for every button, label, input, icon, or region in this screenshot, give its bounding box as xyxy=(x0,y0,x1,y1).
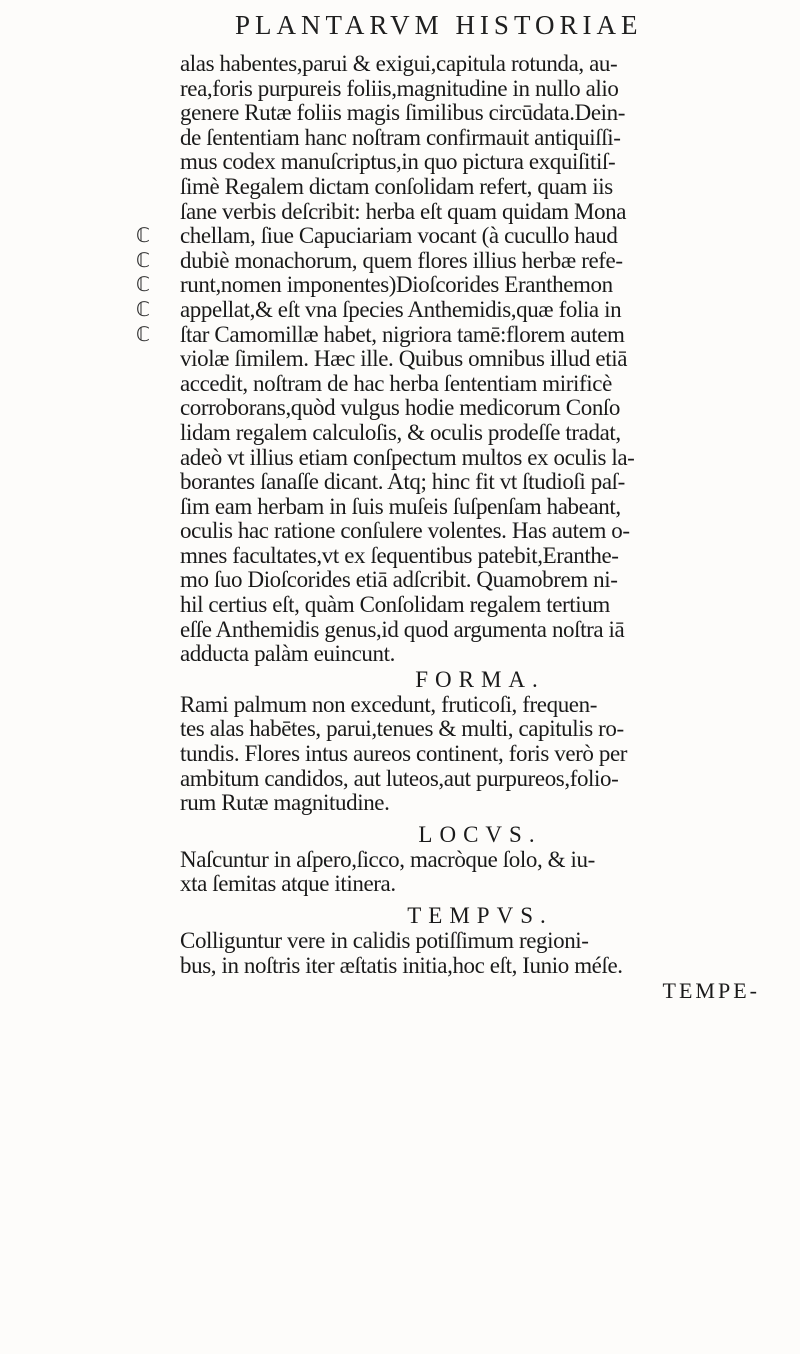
line-text: ſtar Camomillæ habet, nigriora tamē:florem autem xyxy=(180,321,625,347)
text-line xyxy=(180,396,780,421)
line-text: oculis hac ratione conſulere volentes. Has autem o- xyxy=(180,518,630,544)
line-text: de ſententiam hanc noſtram confirmauit antiquiſſi- xyxy=(180,124,621,150)
line-text: alas habentes,parui & exigui,capitula rotunda, au- xyxy=(180,51,618,76)
line-text: rea,foris purpureis foliis,magnitudine in nullo alio xyxy=(180,75,619,101)
line-text: genere Rutæ foliis magis ſimilibus circūdata.Dein- xyxy=(180,100,626,126)
catchword: TEMPE- xyxy=(662,978,760,1004)
text-line: ambitum candidos, aut luteos,aut purpureos,folio- xyxy=(180,765,619,791)
text-line: Colliguntur vere in calidis potiſſimum regioni- xyxy=(180,928,589,953)
text-line: bus, in noſtris iter æſtatis initia,hoc eſt, Iunio méſe. xyxy=(180,952,623,978)
text-line xyxy=(180,101,780,126)
margin-quote-mark: ℂ xyxy=(136,249,150,272)
main-text-block xyxy=(136,51,780,1004)
text-line xyxy=(180,470,780,495)
line-text: runt,nomen imponentes)Dioſcorides Eranthemon xyxy=(180,272,613,298)
text-line: Naſcuntur in aſpero,ſicco, macròque ſolo, & iu- xyxy=(180,846,595,872)
text-line: tundis. Flores intus aureos continent, foris verò per xyxy=(180,741,628,767)
line-text: accedit, noſtram de hac herba ſententiam mirificè xyxy=(180,370,612,396)
text-line xyxy=(180,77,780,102)
line-text: violæ ſimilem. Hæc ille. Quibus omnibus illud etiā xyxy=(180,346,628,372)
text-line xyxy=(180,421,780,446)
text-line xyxy=(136,223,780,249)
section-heading-forma: FORMA. xyxy=(415,666,545,692)
text-line xyxy=(180,495,780,520)
text-line: Rami palmum non excedunt, fruticoſi, frequen- xyxy=(180,691,597,717)
text-line xyxy=(180,593,780,618)
line-text: dubiè monachorum, quem flores illius herbæ refe- xyxy=(180,247,623,273)
line-text: mo ſuo Dioſcorides etiā adſcribit. Quamobrem ni- xyxy=(180,567,618,593)
running-head: PLANTARVM HISTORIAE xyxy=(235,10,643,40)
paragraph-forma xyxy=(180,693,780,816)
text-line xyxy=(180,544,780,569)
text-line xyxy=(180,642,780,667)
line-text: mus codex manuſcriptus,in quo pictura exquiſitiſ- xyxy=(180,149,616,175)
text-line xyxy=(180,126,780,151)
text-line xyxy=(136,296,780,323)
text-line xyxy=(180,372,780,397)
text-line xyxy=(180,568,780,593)
text-line xyxy=(180,150,780,175)
text-line xyxy=(180,200,780,225)
line-text: corroborans,quòd vulgus hodie medicorum Conſo xyxy=(180,395,621,421)
paragraph-tempus xyxy=(180,929,780,978)
line-text: ſim eam herbam in ſuis muſeis ſuſpenſam habeant, xyxy=(180,493,621,519)
margin-quote-mark: ℂ xyxy=(136,225,150,248)
section-heading-tempus: TEMPVS. xyxy=(407,903,553,928)
line-text: borantes ſanaſſe dicant. Atq; hinc fit vt ſtudioſi paſ- xyxy=(180,469,625,495)
text-line xyxy=(180,519,780,544)
text-line xyxy=(180,175,780,200)
paragraph-locus xyxy=(180,848,780,897)
line-text: adducta palàm euincunt. xyxy=(180,641,395,667)
text-line xyxy=(136,247,780,274)
line-text: mnes facultates,vt ex ſequentibus patebit,Eranthe- xyxy=(180,542,619,568)
line-text: eſſe Anthemidis genus,id quod argumenta noſtra iā xyxy=(180,616,625,642)
line-text: appellat,& eſt vna ſpecies Anthemidis,quæ folia in xyxy=(180,296,622,322)
text-line xyxy=(180,347,780,372)
line-text: hil certius eſt, quàm Conſolidam regalem tertium xyxy=(180,592,610,618)
text-line: rum Rutæ magnitudine. xyxy=(180,790,390,816)
text-line xyxy=(136,272,780,298)
margin-quote-mark: ℂ xyxy=(136,298,150,321)
margin-quote-mark: ℂ xyxy=(136,274,150,297)
text-line: tes alas habētes, parui,tenues & multi, capitulis ro- xyxy=(180,716,624,742)
section-heading-locus: LOCVS. xyxy=(418,821,542,847)
text-line: xta ſemitas atque itinera. xyxy=(180,871,396,897)
text-line xyxy=(180,52,780,77)
text-line xyxy=(180,446,780,471)
line-text: adeò vt illius etiam conſpectum multos ex oculis la- xyxy=(180,444,635,470)
text-line xyxy=(180,618,780,643)
paragraph-main xyxy=(136,51,780,667)
line-text: lidam regalem calculoſis, & oculis prodeſſe tradat, xyxy=(180,419,621,445)
line-text: ſane verbis deſcribit: herba eſt quam quidam Mona xyxy=(180,198,627,224)
text-line xyxy=(136,321,780,348)
line-text: chellam, ſiue Capuciariam vocant (à cucullo haud xyxy=(180,223,618,249)
line-text: ſimè Regalem dictam conſolidam refert, quam iis xyxy=(180,173,613,199)
margin-quote-mark: ℂ xyxy=(136,323,150,346)
